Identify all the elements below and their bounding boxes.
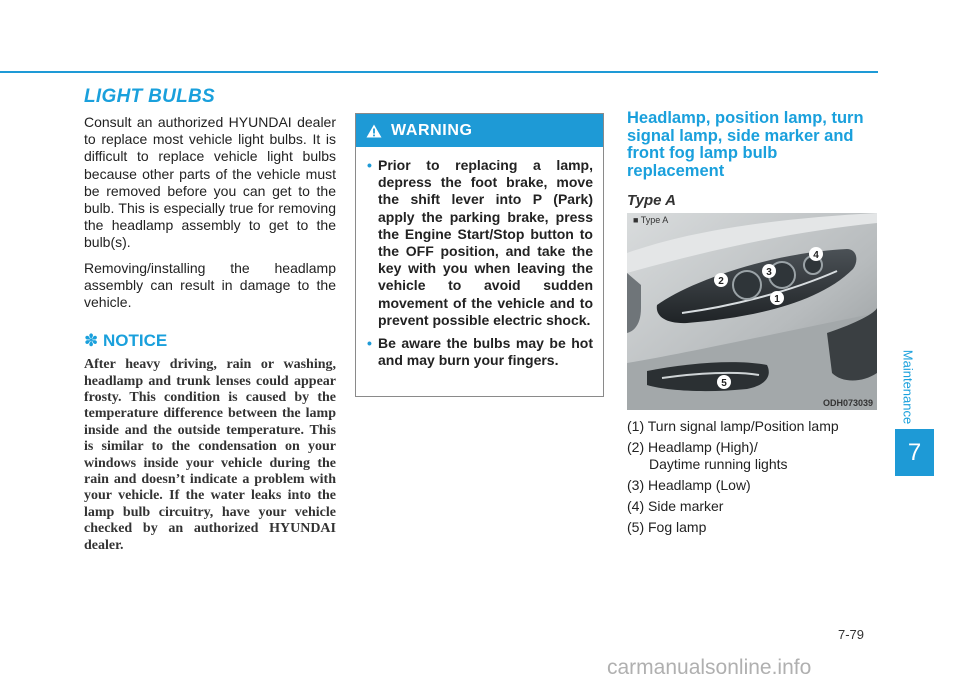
side-label-text: Maintenance [900,349,916,425]
warning-item-text: Be aware the bulbs may be hot and may burn your fingers. [378,335,593,369]
warning-list [356,157,603,369]
svg-text:4: 4 [813,250,819,261]
chapter-tab: 7 [895,429,934,476]
list-item [627,439,879,473]
intro-paragraph-1: Consult an authorized HYUNDAI dealer to replace most vehicle light bulbs. It is difficult to replace vehicle light bulbs because other parts of the vehicle must be removed before you can get to the bulb. This is especially true for removing the headlamp assembly to get to the bulb(s). [84,114,336,251]
top-rule [0,71,878,73]
warning-triangle-icon [366,124,382,138]
svg-text:1: 1 [774,294,780,305]
section-title: LIGHT BULBS [84,86,216,107]
bullet-icon: • [367,157,372,173]
headlamp-figure [627,213,877,410]
side-tab-label [898,343,918,431]
bulb-label: (3) Headlamp (Low) [627,477,751,493]
watermark: carmanualsonline.info [607,656,812,679]
warning-item-text: Prior to replacing a lamp, depress the foot brake, move the shift lever into P (Park) apply the parking brake, press the Engine Start/Stop button to the OFF position, and take the key with you when leaving the vehicle to avoid sudden movement of the vehicle and to prevent possible electric shock. [378,157,593,328]
callout-marker-5 [717,375,731,389]
bulb-label: (2) Headlamp (High)/ [627,439,758,455]
bulb-list [627,418,879,540]
svg-text:2: 2 [718,276,724,287]
bullet-icon: • [367,335,372,352]
callout-marker-2 [714,273,728,287]
warning-header [356,114,603,147]
intro-paragraph-2: Removing/installing the headlamp assembly can result in damage to the vehicle. [84,259,336,311]
callout-marker-3 [762,264,776,278]
headlamp-illustration [627,213,877,410]
list-item [627,519,879,536]
headlamp-heading: Headlamp, position lamp, turn signal lamp, side marker and front fog lamp bulb replacement [627,109,864,180]
page-number: 7-79 [838,627,865,642]
warning-title: WARNING [391,121,473,139]
svg-text:3: 3 [766,267,772,278]
bulb-label: (4) Side marker [627,498,724,514]
bulb-label: (5) Fog lamp [627,519,707,535]
intro-column [84,114,336,554]
svg-text:5: 5 [721,378,727,389]
type-label: Type A [627,192,676,209]
callout-marker-1 [770,291,784,305]
list-item [627,418,879,435]
list-item [627,498,879,515]
bulb-label: (1) Turn signal lamp/Position lamp [627,418,839,434]
notice-text: After heavy driving, rain or washing, headlamp and trunk lenses could appear frosty. This condition is caused by the temperature difference between the lamp inside and the outside temperature. This is similar to the condensation on your windows inside your vehicle during the rain and doesn’t indicate a problem with your vehicle. If the water leaks into the lamp bulb circuitry, have your vehicle checked by an authorized HYUNDAI dealer. [84,357,336,553]
figure-code: ODH073039 [822,398,873,408]
headlamp-column [627,110,879,209]
notice-title: ✽ NOTICE [84,331,168,351]
callout-marker-4 [809,247,823,261]
figure-caption: ■ Type A [633,215,669,225]
warning-item [367,157,593,329]
warning-item [367,335,593,369]
warning-box [355,113,604,397]
bulb-label-continued: Daytime running lights [649,456,788,472]
list-item [627,477,879,494]
